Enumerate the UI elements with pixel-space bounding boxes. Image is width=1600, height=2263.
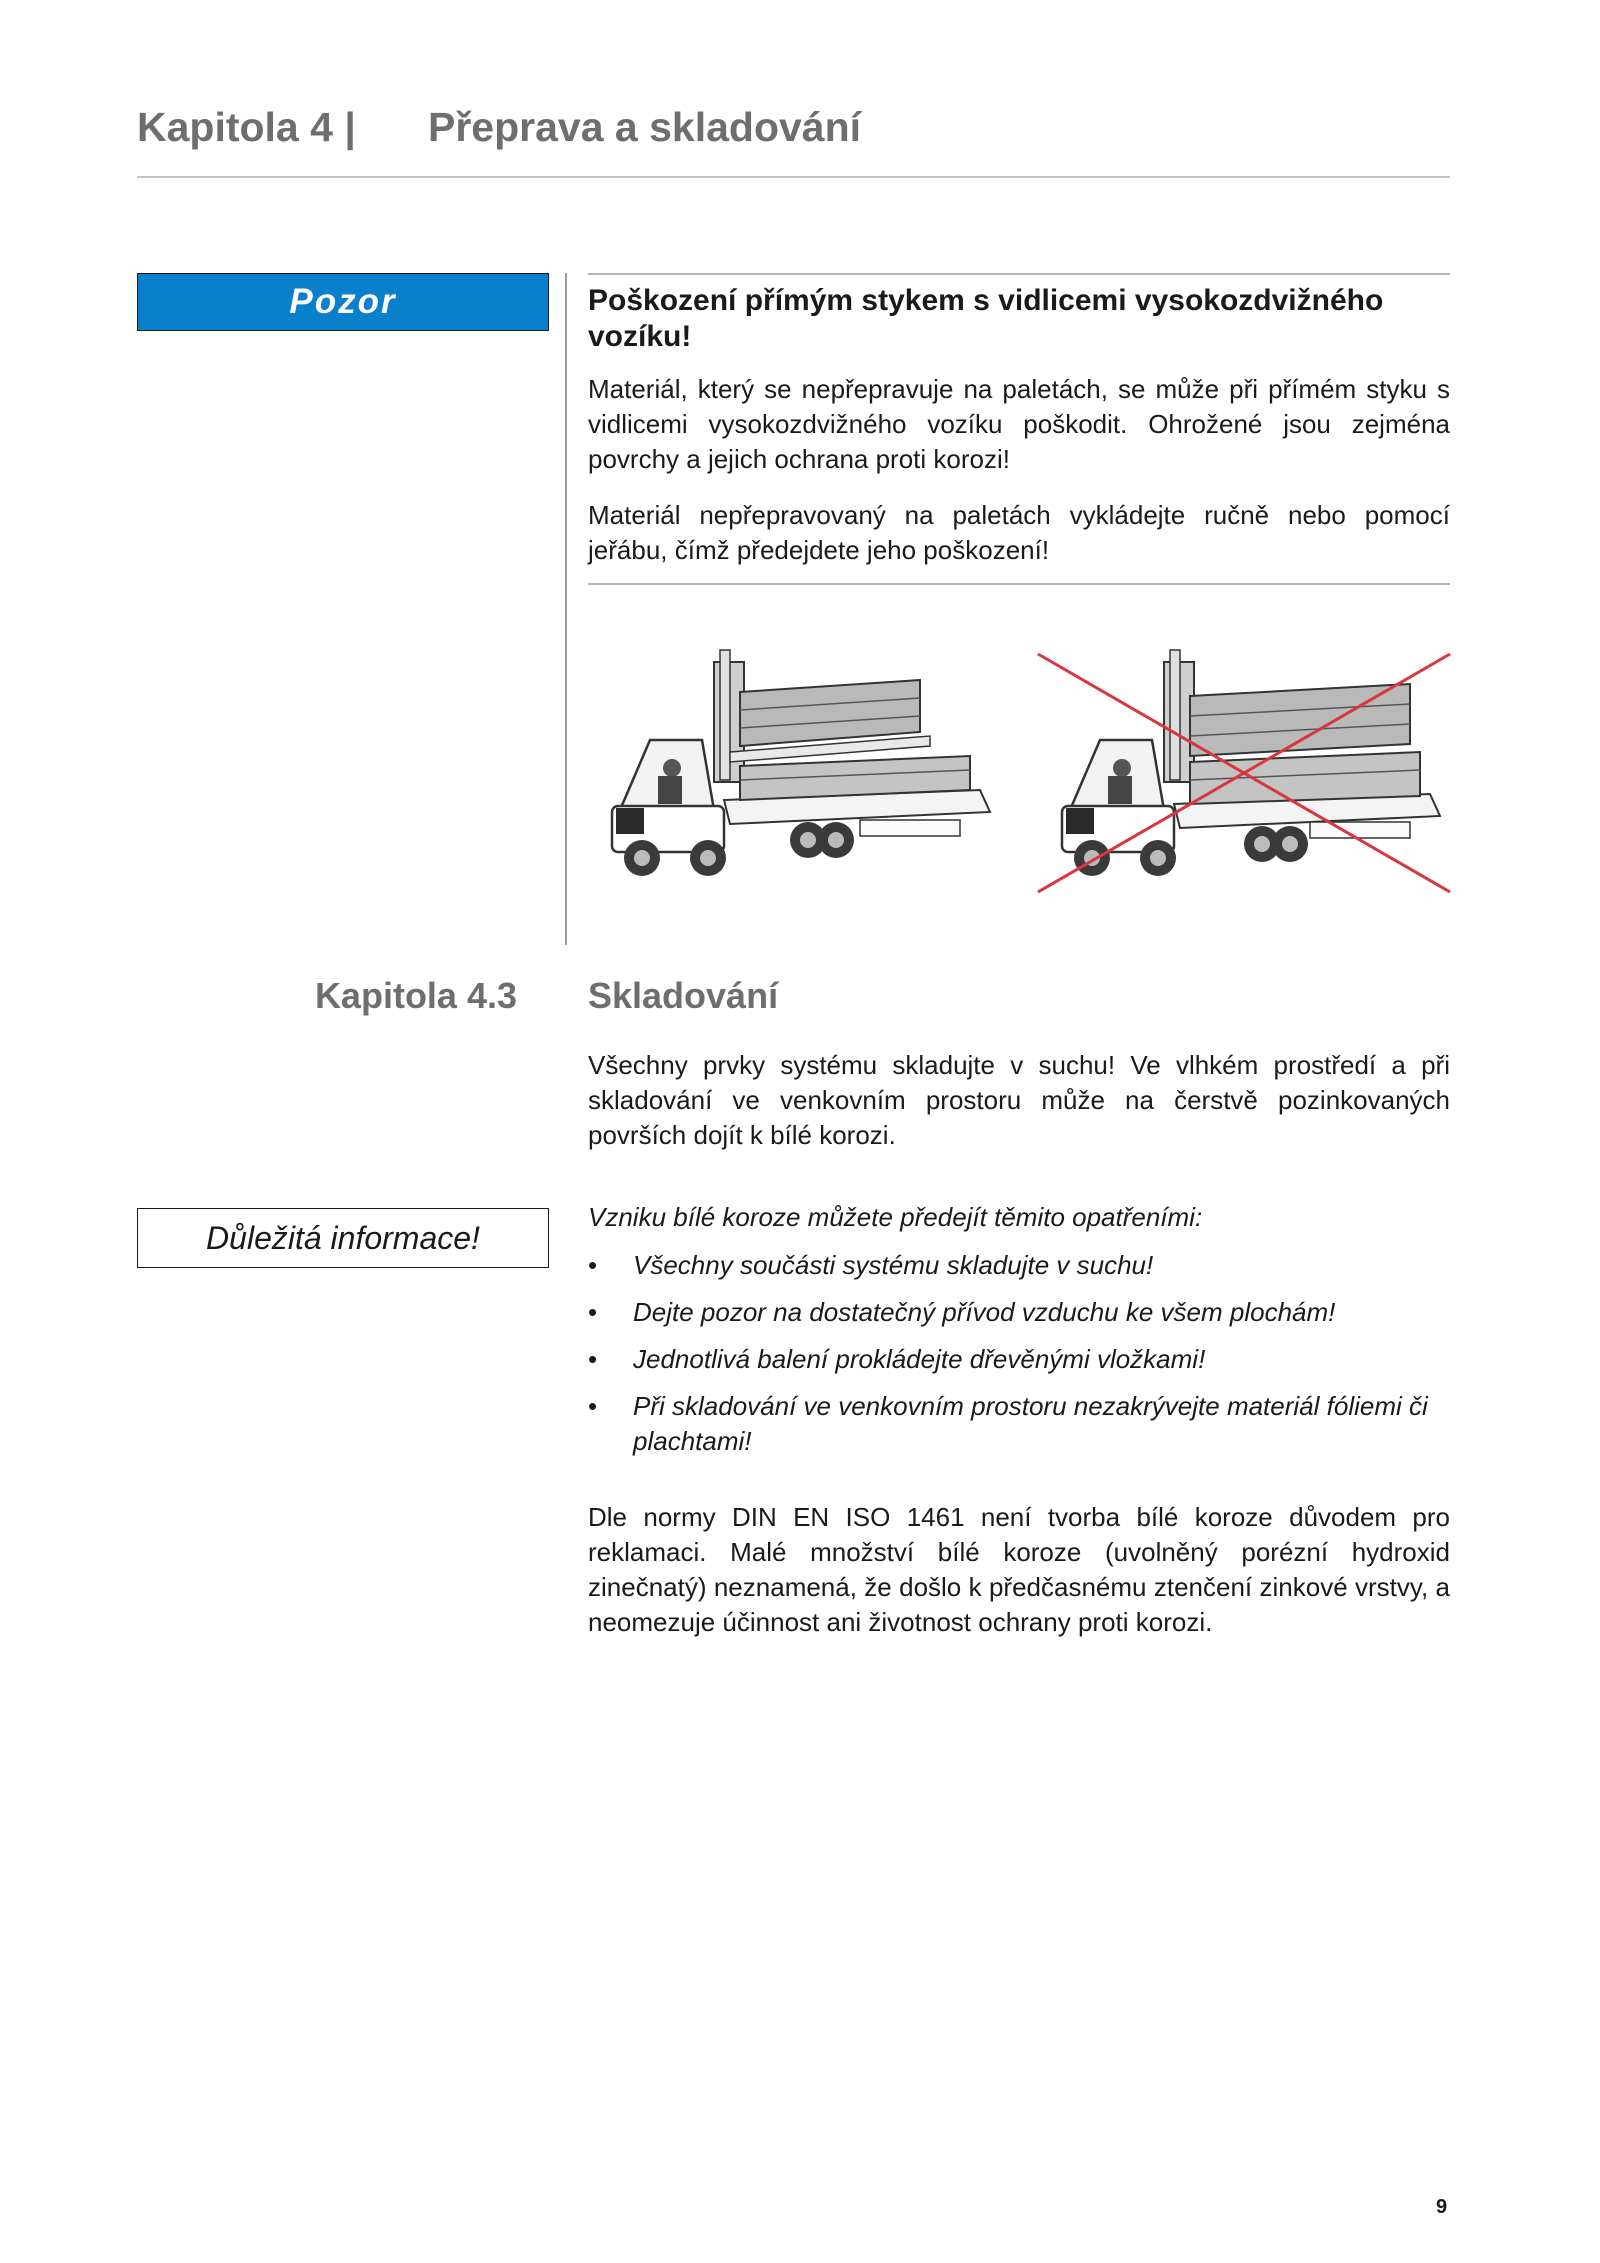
important-info-box	[137, 1208, 549, 1268]
warning-bottom-rule	[588, 583, 1450, 585]
warning-paragraph-2: Materiál nepřepravovaný na paletách vykládejte ručně nebo pomocí jeřábu, čímž předejdete jeho poškození!	[588, 500, 1450, 565]
info-bullet-list	[588, 1248, 1450, 1471]
section-title: Skladování	[588, 975, 779, 1016]
chapter-number: Kapitola 4 |	[137, 104, 356, 150]
bullet-icon: •	[588, 1344, 598, 1374]
important-info-label: Důležitá informace!	[206, 1219, 480, 1256]
warning-label: Pozor	[289, 282, 397, 321]
page-number: 9	[1436, 2196, 1448, 2218]
list-item: • Jednotlivá balení prokládejte dřevěnými vložkami!	[588, 1342, 1450, 1377]
list-item: • Všechny součásti systému skladujte v suchu!	[588, 1248, 1450, 1283]
forklift-wrong-icon	[1062, 650, 1440, 876]
header-divider	[137, 176, 1450, 178]
warning-top-rule	[588, 273, 1450, 275]
forklift-correct-icon	[612, 650, 990, 876]
warning-paragraph-1: Materiál, který se nepřepravuje na paletách, se může při přímém styku s vidlicemi vysokozdvižného vozíku poškodit. Ohrožené jsou zejména povrchy a jejich ochrana proti korozi!	[588, 374, 1450, 474]
section-number: Kapitola 4.3	[314, 975, 517, 1016]
info-intro: Vzniku bílé koroze můžete předejít těmito opatřeními:	[588, 1202, 1203, 1232]
section-paragraph: Všechny prvky systému skladujte v suchu! Ve vlhkém prostředí a při skladování ve venkovním prostoru může na čerstvě pozinkovaných površích dojít k bílé korozi.	[588, 1050, 1450, 1150]
warning-label-box	[137, 273, 549, 331]
warning-heading: Poškození přímým stykem s vidlicemi vysokozdvižného vozíku!	[588, 284, 1384, 353]
vertical-divider	[565, 273, 567, 945]
bullet-icon: •	[588, 1391, 598, 1421]
list-item: • Dejte pozor na dostatečný přívod vzduchu ke všem plochám!	[588, 1295, 1450, 1330]
list-item: • Při skladování ve venkovním prostoru nezakrývejte materiál fóliemi či plachtami!	[588, 1391, 1428, 1456]
norm-paragraph: Dle normy DIN EN ISO 1461 není tvorba bílé koroze důvodem pro reklamaci. Malé množství bílé koroze (uvolněný porézní hydroxid zinečnatý) neznamená, že došlo k předčasnému ztenčení zinkové vrstvy, a neomezuje účinnost ani životnost ochrany proti korozi.	[588, 1502, 1450, 1637]
forklift-illustration	[590, 640, 1460, 910]
bullet-icon: •	[588, 1297, 598, 1327]
bullet-icon: •	[588, 1250, 598, 1280]
chapter-title: Přeprava a skladování	[428, 104, 862, 150]
